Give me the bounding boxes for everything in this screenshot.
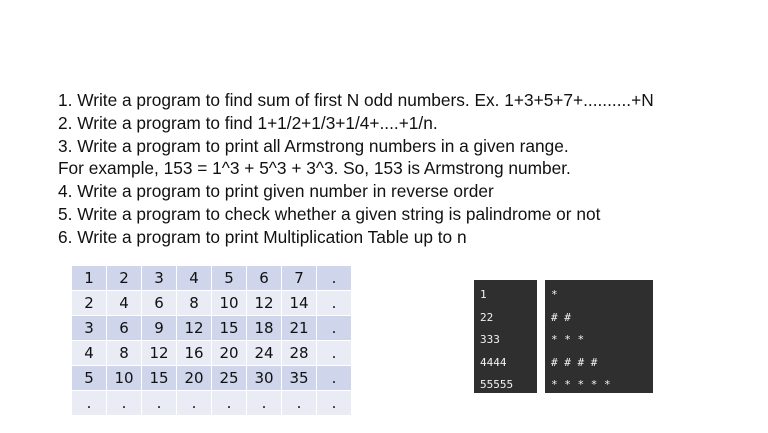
table-row (72, 291, 352, 316)
question-2: 2. Write a program to find 1+1/2+1/3+1/4+....+1/n. (58, 112, 438, 133)
pattern-line: 22 (480, 310, 494, 324)
table-cell: . (212, 391, 247, 416)
table-cell: 10 (212, 291, 247, 316)
table-row (72, 316, 352, 341)
table-cell: 7 (282, 266, 317, 291)
table-cell: 20 (212, 341, 247, 366)
table-cell: . (107, 391, 142, 416)
table-cell: 8 (107, 341, 142, 366)
table-cell: 28 (282, 341, 317, 366)
table-cell: 3 (142, 266, 177, 291)
table-row (72, 391, 352, 416)
table-cell: 10 (107, 366, 142, 391)
question-6: 6. Write a program to print Multiplication Table up to n (58, 226, 467, 247)
question-list (58, 89, 758, 249)
pattern-line: # # # # (551, 355, 598, 369)
table-cell: 1 (72, 266, 107, 291)
table-cell: 30 (247, 366, 282, 391)
table-cell: . (142, 391, 177, 416)
table-cell: 21 (282, 316, 317, 341)
pattern-line: * (551, 288, 558, 301)
table-cell: 25 (212, 366, 247, 391)
table-cell: 5 (72, 366, 107, 391)
table-cell: 6 (247, 266, 282, 291)
table-cell: 18 (247, 316, 282, 341)
table-cell: 2 (72, 291, 107, 316)
table-cell: 15 (142, 366, 177, 391)
table-cell: . (317, 366, 352, 391)
star-hash-pattern-output (545, 280, 653, 393)
table-cell: 6 (107, 316, 142, 341)
table-cell: 12 (177, 316, 212, 341)
pattern-line: * * * (551, 333, 585, 347)
table-cell: . (317, 291, 352, 316)
table-cell: 2 (107, 266, 142, 291)
table-cell: 9 (142, 316, 177, 341)
table-cell: 14 (282, 291, 317, 316)
table-cell: 4 (72, 341, 107, 366)
table-cell: 35 (282, 366, 317, 391)
table-cell: . (282, 391, 317, 416)
table-cell: 16 (177, 341, 212, 366)
table-cell: 15 (212, 316, 247, 341)
number-pattern-output (474, 280, 537, 393)
table-cell: 6 (142, 291, 177, 316)
table-cell: . (72, 391, 107, 416)
table-cell: 20 (177, 366, 212, 391)
table-row (72, 266, 352, 291)
table-cell: 24 (247, 341, 282, 366)
table-cell: 12 (142, 341, 177, 366)
table-cell: . (317, 391, 352, 416)
table-row (72, 341, 352, 366)
pattern-line: 55555 (480, 378, 514, 392)
pattern-line: 333 (480, 333, 500, 347)
table-cell: . (177, 391, 212, 416)
pattern-line: # # (551, 310, 571, 324)
question-3: 3. Write a program to print all Armstrong numbers in a given range. (58, 135, 569, 156)
table-cell: 3 (72, 316, 107, 341)
table-row (72, 366, 352, 391)
table-cell: . (317, 316, 352, 341)
pattern-line: 1 (480, 288, 487, 301)
table-cell: . (247, 391, 282, 416)
question-5: 5. Write a program to check whether a given string is palindrome or not (58, 203, 601, 224)
question-1: 1. Write a program to find sum of first N odd numbers. Ex. 1+3+5+7+..........+N (58, 90, 654, 110)
table-cell: 4 (107, 291, 142, 316)
table-cell: . (317, 266, 352, 291)
table-cell: 8 (177, 291, 212, 316)
table-cell: 4 (177, 266, 212, 291)
question-4: 4. Write a program to print given number in reverse order (58, 181, 494, 202)
pattern-line: 4444 (480, 355, 507, 369)
multiplication-table (71, 265, 352, 416)
table-cell: . (317, 341, 352, 366)
pattern-line: * * * * * (551, 378, 611, 392)
question-3-example: For example, 153 = 1^3 + 5^3 + 3^3. So, 153 is Armstrong number. (58, 158, 571, 179)
table-cell: 5 (212, 266, 247, 291)
table-cell: 12 (247, 291, 282, 316)
